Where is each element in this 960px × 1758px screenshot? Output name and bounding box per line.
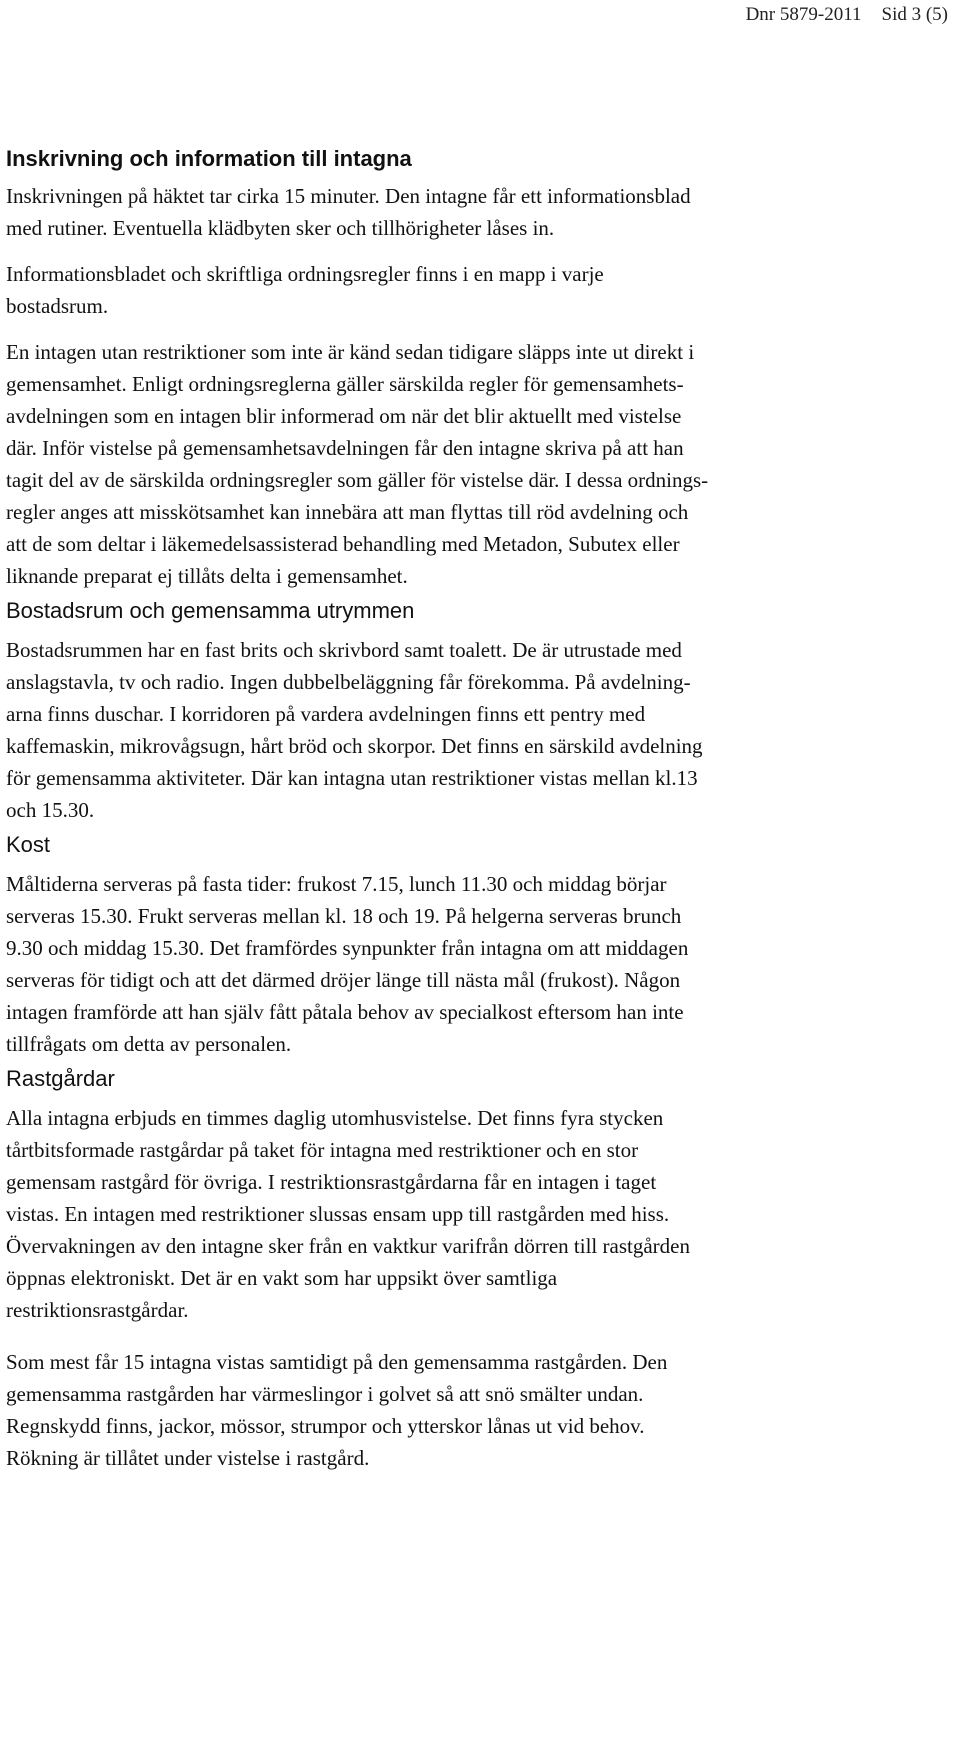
document-body bbox=[6, 146, 946, 1494]
page-number: Sid 3 (5) bbox=[881, 4, 948, 25]
case-number: Dnr 5879-2011 bbox=[745, 4, 862, 25]
paragraph: Bostadsrummen har en fast brits och skrivbord samt toalett. De är utrustade med anslagstavla, tv och radio. Ingen dubbelbeläggning får förekomma. På avdelning- arna finns duschar. I korridoren på vardera avdelningen finns ett pentry med kaffemaskin, mikrovågsugn, hårt bröd och skorpor. Det finns en särskild avdelning för gemensamma aktiviteter. Där kan intagna utan restriktioner vistas mellan kl.13 och 15.30. bbox=[6, 638, 703, 822]
section-heading: Rastgårdar bbox=[6, 1066, 115, 1091]
section-heading: Kost bbox=[6, 832, 51, 857]
paragraph: Inskrivningen på häktet tar cirka 15 minuter. Den intagne får ett informationsblad med rutiner. Eventuella klädbyten sker och tillhörigheter låses in. bbox=[6, 184, 691, 240]
section-heading: Bostadsrum och gemensamma utrymmen bbox=[6, 598, 415, 623]
paragraph: Som mest får 15 intagna vistas samtidigt på den gemensamma rastgården. Den gemensamma rastgården har värmeslingor i golvet så att snö smälter undan. Regnskydd finns, jackor, mössor, strumpor och ytterskor lånas ut vid behov. Rökning är tillåtet under vistelse i rastgård. bbox=[6, 1350, 668, 1470]
paragraph: Alla intagna erbjuds en timmes daglig utomhusvistelse. Det finns fyra stycken tårtbitsformade rastgårdar på taket för intagna med restriktioner och en stor gemensam rastgård för övriga. I restriktionsrastgårdarna får en intagen i taget vistas. En intagen med restriktioner slussas ensam upp till rastgården med hiss. Övervakningen av den intagne sker från en vaktkur varifrån dörren till rastgården öppnas elektroniskt. Det är en vakt som har uppsikt över samtliga restriktionsrastgårdar. bbox=[6, 1106, 690, 1322]
paragraph: Måltiderna serveras på fasta tider: frukost 7.15, lunch 11.30 och middag börjar serveras 15.30. Frukt serveras mellan kl. 18 och 19. På helgerna serveras brunch 9.30 och middag 15.30. Det framfördes synpunkter från intagna om att middagen serveras för tidigt och att det därmed dröjer länge till nästa mål (frukost). Någon intagen framförde att han själv fått påtala behov av specialkost eftersom han inte tillfrågats om detta av personalen. bbox=[6, 872, 689, 1056]
section-heading: Inskrivning och information till intagna bbox=[6, 146, 412, 171]
section-bostadsrum bbox=[6, 598, 946, 826]
paragraph: En intagen utan restriktioner som inte är känd sedan tidigare släpps inte ut direkt i gemensamhet. Enligt ordningsreglerna gäller särskilda regler för gemensamhets- avdelningen som en intagen blir informerad om när det blir aktuellt med vistelse där. Inför vistelse på gemensamhetsavdelningen får den intagne skriva på att han tagit del av de särskilda ordningsregler som gäller för vistelse där. I dessa ordnings- regler anges att misskötsamhet kan innebära att man flyttas till röd avdelning och att de som deltar i läkemedelsassisterad behandling med Metadon, Subutex eller liknande preparat ej tillåts delta i gemensamhet. bbox=[6, 340, 709, 588]
page-header bbox=[746, 4, 948, 26]
section-kost bbox=[6, 832, 946, 1060]
section-inskrivning bbox=[6, 146, 946, 592]
paragraph: Informationsbladet och skriftliga ordningsregler finns i en mapp i varje bostadsrum. bbox=[6, 262, 604, 318]
section-rastgardar bbox=[6, 1066, 946, 1474]
